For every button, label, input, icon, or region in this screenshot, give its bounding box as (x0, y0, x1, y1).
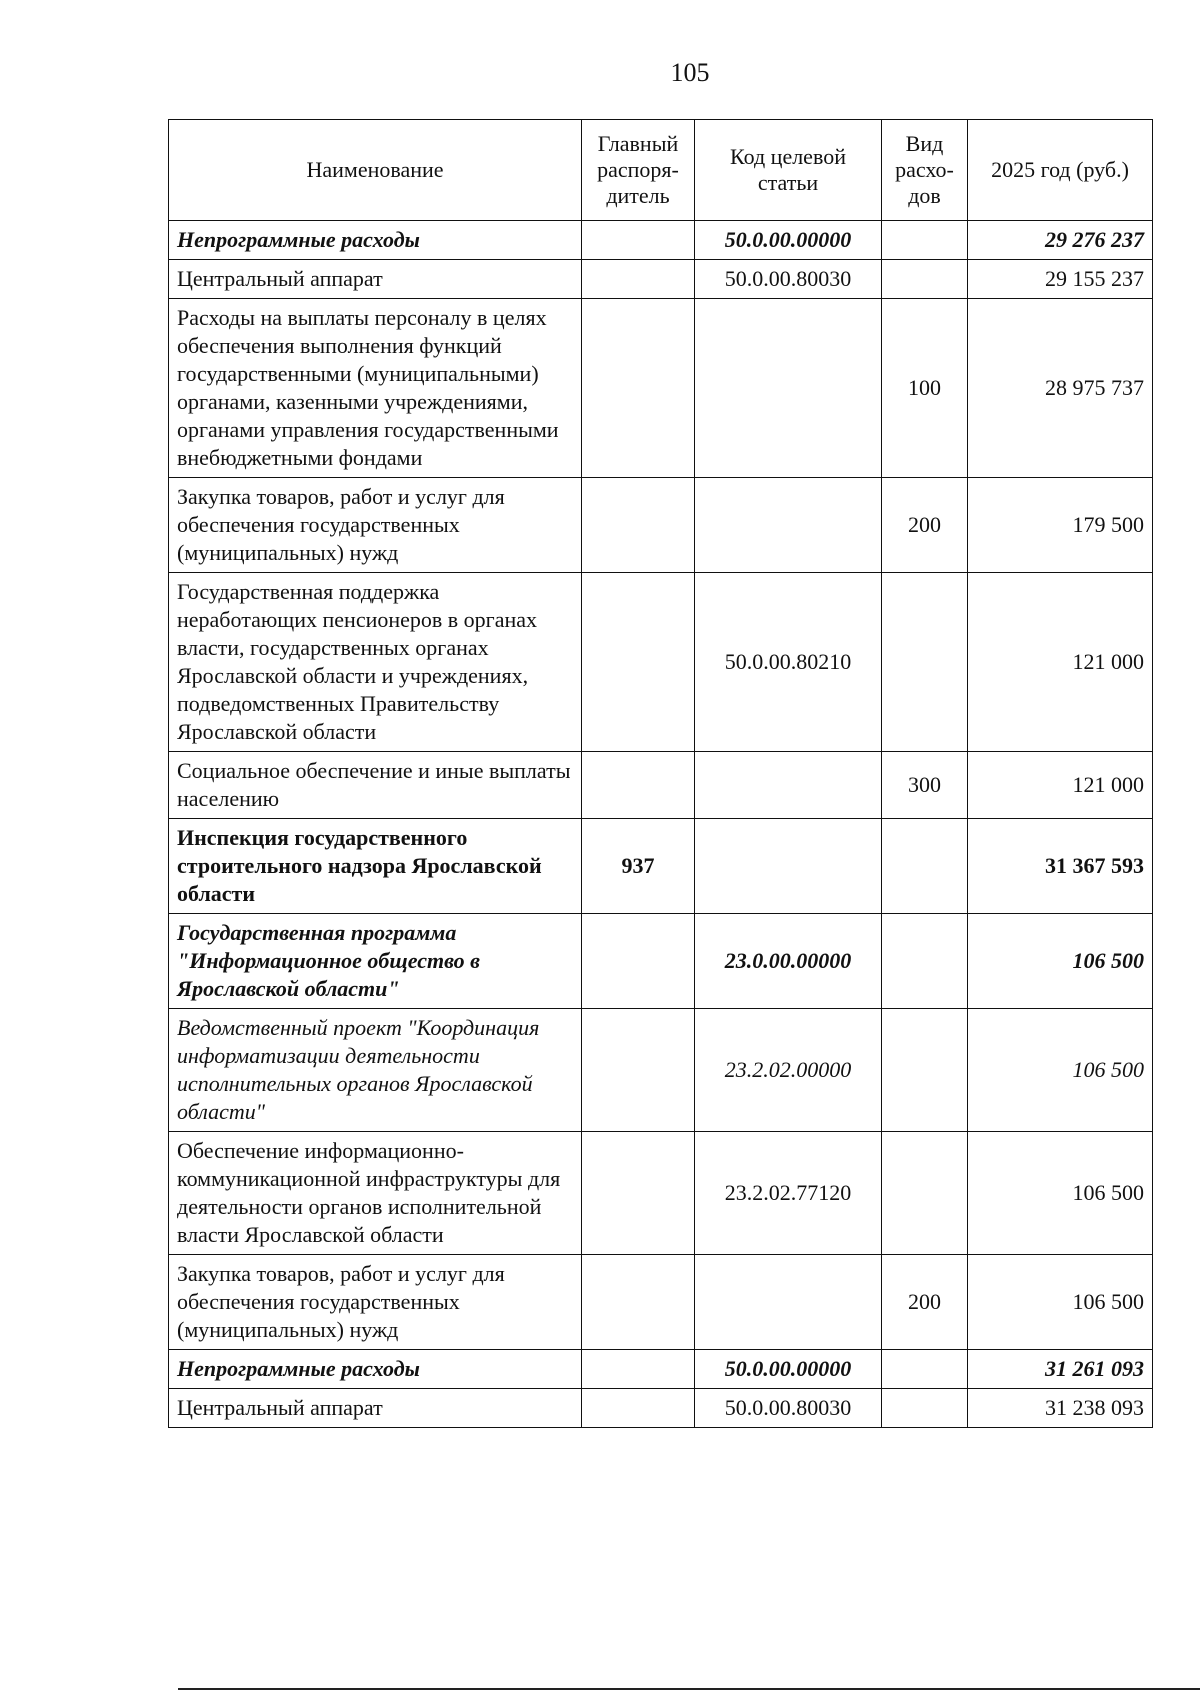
row-kod (695, 1255, 882, 1350)
budget-table (168, 119, 1153, 1428)
header-year: 2025 год (руб.) (968, 120, 1153, 221)
row-vid: 300 (882, 752, 968, 819)
table-row (169, 299, 1153, 478)
row-kod: 23.2.02.00000 (695, 1009, 882, 1132)
row-amount: 106 500 (968, 1132, 1153, 1255)
row-amount: 28 975 737 (968, 299, 1153, 478)
row-vid (882, 1350, 968, 1389)
row-amount: 31 238 093 (968, 1389, 1153, 1428)
row-kod: 50.0.00.80030 (695, 1389, 882, 1428)
row-name: Закупка товаров, работ и услуг для обеспечения государственных (муниципальных) нужд (169, 1255, 582, 1350)
row-vid (882, 914, 968, 1009)
row-name: Обеспечение информационно-коммуникационной инфраструктуры для деятельности органов исполнительной власти Ярославской области (169, 1132, 582, 1255)
row-vid (882, 260, 968, 299)
row-kod: 50.0.00.00000 (695, 1350, 882, 1389)
table-row (169, 1350, 1153, 1389)
row-kod (695, 752, 882, 819)
header-glavny: Главный распоря-дитель (582, 120, 695, 221)
row-vid (882, 1389, 968, 1428)
row-vid (882, 1009, 968, 1132)
row-name: Государственная поддержка неработающих пенсионеров в органах власти, государственных органах Ярославской области и учреждениях, подведомственных Правительству Ярославской области (169, 573, 582, 752)
header-vid: Вид расхо-дов (882, 120, 968, 221)
row-glavny (582, 260, 695, 299)
row-vid (882, 819, 968, 914)
table-row (169, 1009, 1153, 1132)
row-name: Непрограммные расходы (169, 1350, 582, 1389)
row-name: Ведомственный проект "Координация информатизации деятельности исполнительных органов Ярославской области" (169, 1009, 582, 1132)
row-name: Центральный аппарат (169, 1389, 582, 1428)
table-row (169, 260, 1153, 299)
row-amount: 106 500 (968, 1255, 1153, 1350)
table-row (169, 819, 1153, 914)
row-glavny (582, 573, 695, 752)
row-kod: 50.0.00.00000 (695, 221, 882, 260)
row-glavny (582, 221, 695, 260)
row-amount: 29 276 237 (968, 221, 1153, 260)
row-glavny (582, 299, 695, 478)
row-amount: 106 500 (968, 1009, 1153, 1132)
row-amount: 121 000 (968, 573, 1153, 752)
row-name: Расходы на выплаты персоналу в целях обеспечения выполнения функций государственными (муниципальными) органами, казенными учреждениями, органами управления государственными внебюджетными фондами (169, 299, 582, 478)
row-vid (882, 221, 968, 260)
row-amount: 31 261 093 (968, 1350, 1153, 1389)
row-name: Закупка товаров, работ и услуг для обеспечения государственных (муниципальных) нужд (169, 478, 582, 573)
row-name: Непрограммные расходы (169, 221, 582, 260)
header-kod: Код целевой статьи (695, 120, 882, 221)
table-row (169, 1389, 1153, 1428)
table-row (169, 1132, 1153, 1255)
table-row (169, 573, 1153, 752)
row-name: Инспекция государственного строительного надзора Ярославской области (169, 819, 582, 914)
row-amount: 179 500 (968, 478, 1153, 573)
row-kod: 23.0.00.00000 (695, 914, 882, 1009)
table-header-row (169, 120, 1153, 221)
row-glavny (582, 752, 695, 819)
table-row (169, 221, 1153, 260)
row-glavny (582, 1132, 695, 1255)
row-name: Государственная программа "Информационное общество в Ярославской области" (169, 914, 582, 1009)
row-amount: 31 367 593 (968, 819, 1153, 914)
row-vid (882, 573, 968, 752)
row-name: Социальное обеспечение и иные выплаты населению (169, 752, 582, 819)
row-kod (695, 299, 882, 478)
table-row (169, 914, 1153, 1009)
row-amount: 29 155 237 (968, 260, 1153, 299)
table-row (169, 478, 1153, 573)
row-glavny (582, 914, 695, 1009)
row-kod: 50.0.00.80030 (695, 260, 882, 299)
row-glavny: 937 (582, 819, 695, 914)
row-glavny (582, 1350, 695, 1389)
row-kod: 50.0.00.80210 (695, 573, 882, 752)
row-name: Центральный аппарат (169, 260, 582, 299)
row-amount: 121 000 (968, 752, 1153, 819)
table-row (169, 752, 1153, 819)
table-body (169, 221, 1153, 1428)
row-glavny (582, 1255, 695, 1350)
page-number: 105 (670, 58, 710, 87)
row-vid: 100 (882, 299, 968, 478)
row-kod (695, 478, 882, 573)
row-vid: 200 (882, 478, 968, 573)
row-vid: 200 (882, 1255, 968, 1350)
row-kod: 23.2.02.77120 (695, 1132, 882, 1255)
row-glavny (582, 1009, 695, 1132)
header-name: Наименование (169, 120, 582, 221)
footer-divider (178, 1688, 1200, 1690)
table-row (169, 1255, 1153, 1350)
row-glavny (582, 1389, 695, 1428)
row-glavny (582, 478, 695, 573)
row-amount: 106 500 (968, 914, 1153, 1009)
row-vid (882, 1132, 968, 1255)
row-kod (695, 819, 882, 914)
